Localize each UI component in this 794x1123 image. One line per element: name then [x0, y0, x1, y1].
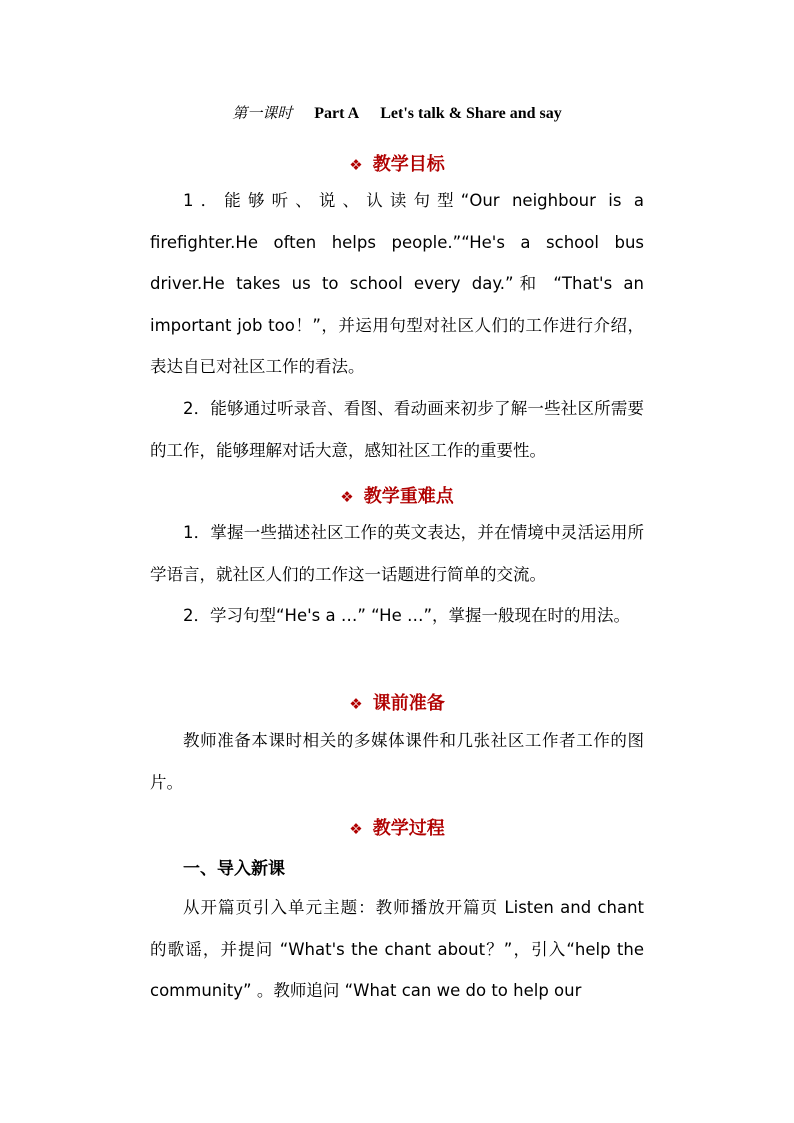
- section-heading-process: ❖ 教学过程: [349, 818, 445, 839]
- process-subheading-1: 一、导入新课: [183, 859, 285, 879]
- goal-item-2: 2．能够通过听录音、看图、看动画来初步了解一些社区所需要的工作，能够理解对话大意，感知社区工作的重要性。: [150, 399, 644, 460]
- section-heading-goals: ❖ 教学目标: [349, 154, 445, 175]
- process-text: 从开篇页引入单元主题：教师播放开篇页 Listen and chant 的歌谣，并提问 “What's the chant about？”，引入“help the community” 。教师追问 “What can we do to help our: [150, 898, 644, 1000]
- key-point-item-2: 2．学习句型“He's a …” “He …”，掌握一般现在时的用法。: [183, 606, 631, 625]
- section-heading-key-points: ❖ 教学重难点: [340, 486, 454, 507]
- diamond-bullet-icon: ❖: [349, 820, 363, 838]
- lesson-label: 第一课时: [232, 106, 293, 122]
- diamond-bullet-icon: ❖: [349, 695, 363, 713]
- section-heading-prep: ❖ 课前准备: [349, 693, 445, 714]
- diamond-bullet-icon: ❖: [349, 156, 363, 174]
- diamond-bullet-icon: ❖: [340, 488, 354, 506]
- goal-item-1: 1．能够听、说、认读句型“Our neighbour is a firefighter.He often helps people.”“He's a school bus driver.He takes us to school every day.”和 “That's an important job too！”，并运用句型对社区人们的工作进行介绍，表达自已对社区工作的看法。: [150, 191, 644, 376]
- prep-text: 教师准备本课时相关的多媒体课件和几张社区工作者工作的图片。: [150, 731, 644, 792]
- page-title: [0, 102, 794, 123]
- topic-label: Let's talk & Share and say: [380, 105, 562, 122]
- key-point-item-1: 1．掌握一些描述社区工作的英文表达，并在情境中灵活运用所学语言，就社区人们的工作这一话题进行简单的交流。: [150, 523, 644, 584]
- part-label: Part A: [314, 105, 359, 122]
